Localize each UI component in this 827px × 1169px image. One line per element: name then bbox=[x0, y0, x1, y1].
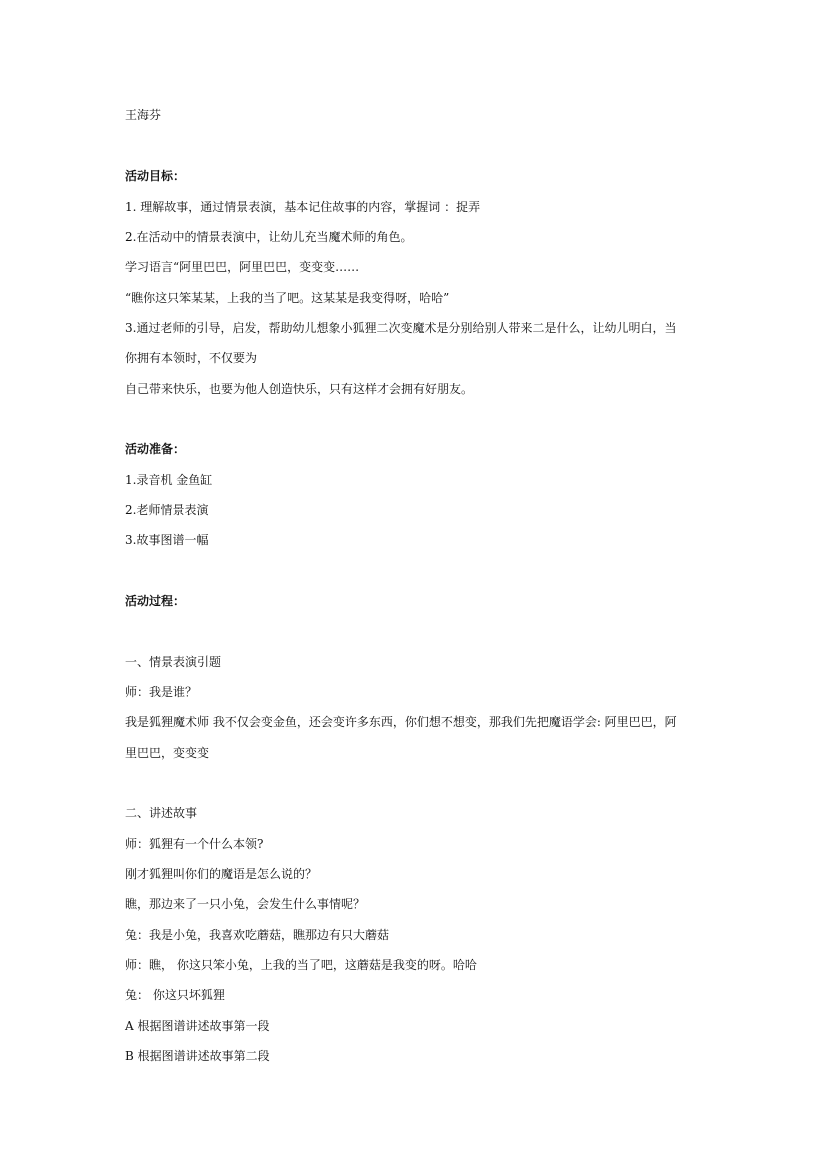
process-heading: 活动过程： bbox=[125, 594, 186, 608]
dialogue-line: 师：我是谁？ bbox=[125, 685, 198, 699]
dialogue-line: 师：狐狸有一个什么本领? bbox=[125, 837, 264, 851]
goal-item: 学习语言“阿里巴巴，阿里巴巴，变变变…… bbox=[125, 260, 360, 274]
prep-heading: 活动准备： bbox=[125, 442, 186, 456]
dialogue-line: 师：瞧， 你这只笨小兔，上我的当了吧，这蘑菇是我变的呀。哈哈 bbox=[125, 958, 477, 972]
goals-heading: 活动目标： bbox=[125, 169, 186, 183]
prep-item: 2.老师情景表演 bbox=[125, 503, 209, 517]
prep-item: 3.故事图谱一幅 bbox=[125, 533, 209, 547]
prep-item: 1.录音机 金鱼缸 bbox=[125, 473, 213, 487]
goal-item: 1. 理解故事，通过情景表演，基本记住故事的内容，掌握词 ：捉弄 bbox=[125, 200, 481, 214]
section-title: 一、情景表演引题 bbox=[125, 655, 222, 669]
dialogue-line: 瞧，那边来了一只小兔，会发生什么事情呢？ bbox=[125, 897, 366, 911]
section-title: 二、讲述故事 bbox=[125, 806, 198, 820]
goal-item: 自己带来快乐，也要为他人创造快乐，只有这样才会拥有好朋友。 bbox=[125, 382, 474, 396]
goal-item: 2.在活动中的情景表演中，让幼儿充当魔术师的角色。 bbox=[125, 230, 413, 244]
dialogue-line: 我是狐狸魔术师 我不仅会变金鱼，还会变许多东西，你们想不想变，那我们先把魔语学会: 阿里巴巴，阿 bbox=[125, 715, 677, 729]
goal-item: 你拥有本领时，不仅要为 bbox=[125, 351, 258, 365]
goal-item: 3.通过老师的引导，启发，帮助幼儿想象小狐狸二次变魔术是分别给别人带来二是什么，让幼儿明白，当 bbox=[125, 321, 677, 335]
step-item: B 根据图谱讲述故事第二段 bbox=[125, 1049, 270, 1063]
dialogue-line: 刚才狐狸叫你们的魔语是怎么说的？ bbox=[125, 867, 318, 881]
dialogue-line: 兔：我是小兔，我喜欢吃蘑菇，瞧那边有只大蘑菇 bbox=[125, 928, 390, 942]
author-name: 王海芬 bbox=[125, 108, 162, 122]
dialogue-line: 兔： 你这只坏狐狸 bbox=[125, 988, 225, 1002]
goal-item: “瞧你这只笨某某，上我的当了吧。这某某是我变得呀，哈哈” bbox=[125, 291, 450, 305]
step-item: A 根据图谱讲述故事第一段 bbox=[125, 1019, 270, 1033]
dialogue-line: 里巴巴，变变变 bbox=[125, 746, 210, 760]
